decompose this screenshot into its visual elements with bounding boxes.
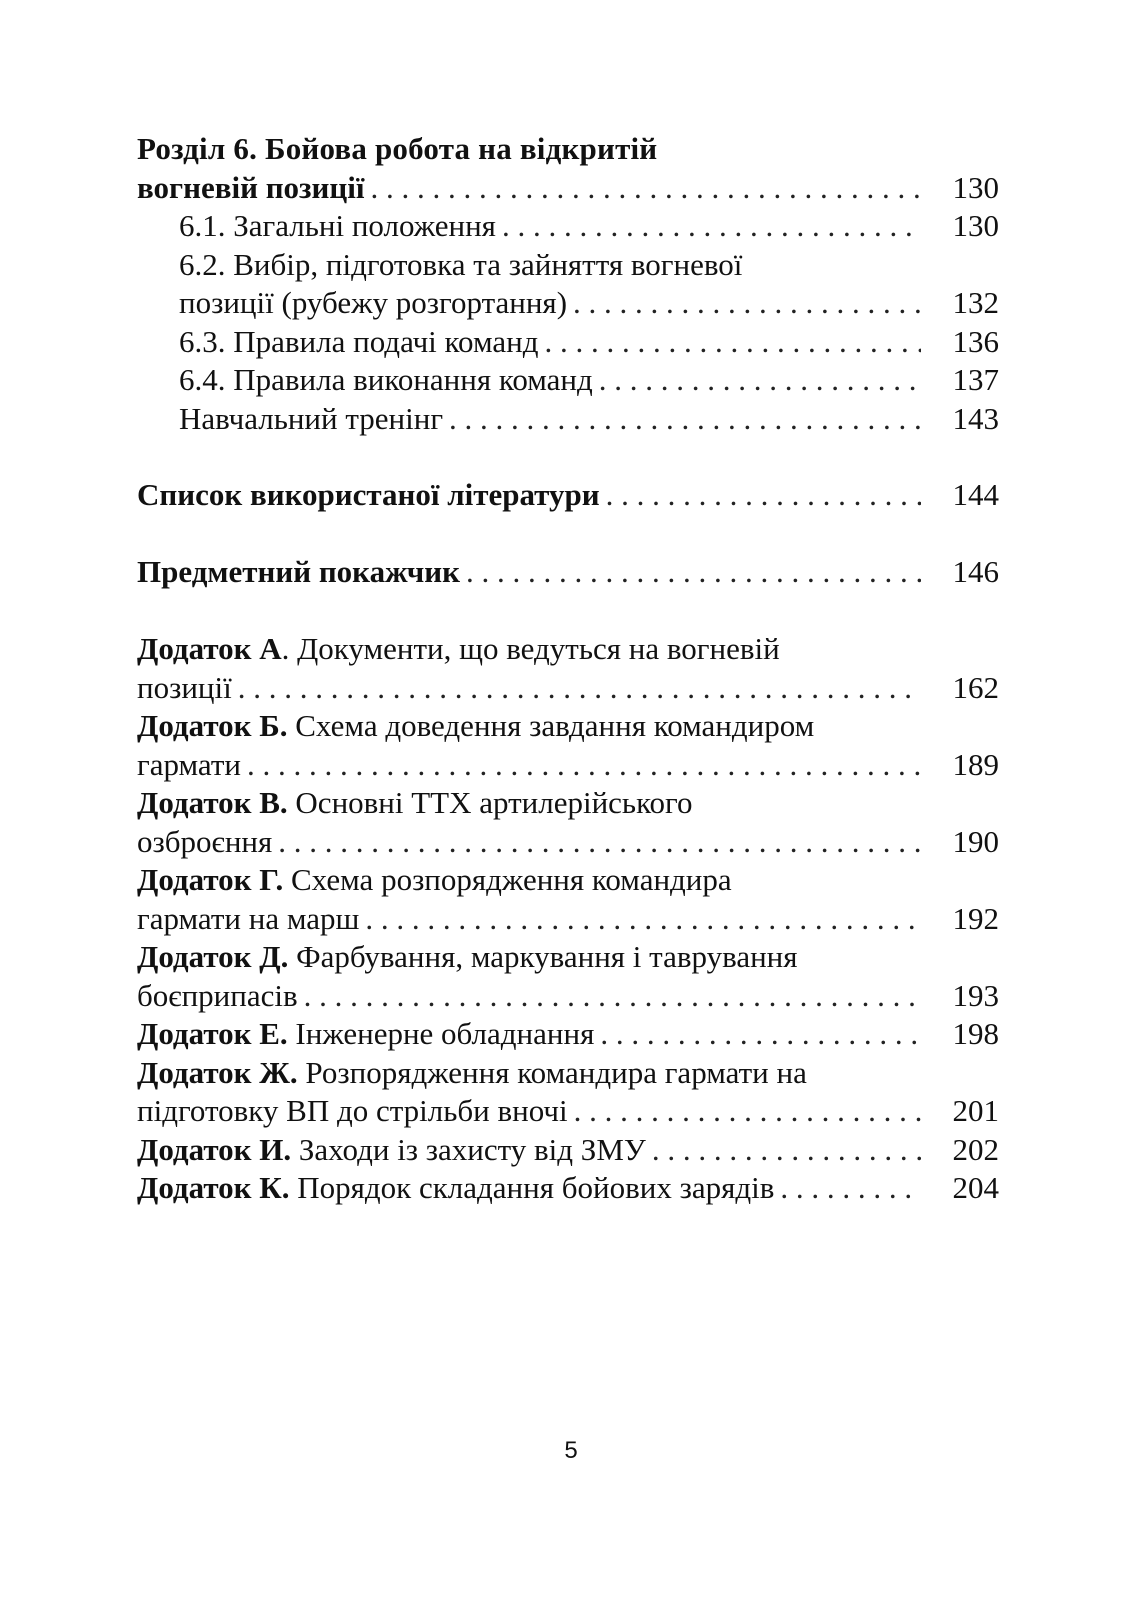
toc-entry-label: боєприпасів — [137, 977, 298, 1013]
toc-entry-6-1[interactable] — [137, 207, 999, 246]
toc-page-number: 143 — [952, 400, 999, 436]
toc-appendix-a[interactable] — [137, 669, 999, 708]
toc-page-number: 190 — [952, 823, 999, 859]
toc-page-number: 130 — [952, 208, 999, 243]
leader-dots — [460, 553, 921, 592]
toc-page-number: 193 — [952, 977, 999, 1013]
appendix-title: Порядок складання бойових зарядів — [289, 1170, 775, 1205]
toc-appendix-b[interactable] — [137, 746, 999, 785]
toc-entry-6-4[interactable] — [137, 361, 999, 400]
leader-dots — [567, 284, 921, 323]
toc-appendix-a-line1[interactable]: Додаток А. Документи, що ведуться на вогневій — [137, 631, 780, 666]
appendix-title: Документи, що ведуться на вогневій — [289, 631, 780, 666]
leader-dots — [364, 169, 921, 208]
toc-page-number: 189 — [952, 746, 999, 782]
leader-dots — [594, 1015, 921, 1054]
toc-appendix-d-line1[interactable] — [137, 938, 999, 977]
appendix-title: Заходи із захисту від ЗМУ — [291, 1131, 646, 1167]
toc-entry-label: 6.4. Правила виконання команд — [179, 362, 593, 397]
appendix-label: Додаток В. — [137, 785, 288, 820]
toc-page-number: 202 — [952, 1131, 999, 1167]
toc-entry-6-2-line1[interactable] — [137, 246, 999, 285]
leader-dots — [298, 977, 921, 1016]
leader-dots — [646, 1131, 921, 1170]
toc-entry-references[interactable] — [137, 476, 999, 515]
toc-page-number: 132 — [952, 285, 999, 320]
toc-appendix-v[interactable] — [137, 823, 999, 862]
toc-appendix-i[interactable] — [137, 1131, 999, 1170]
leader-dots — [568, 1092, 921, 1131]
toc-entry-index[interactable] — [137, 553, 999, 592]
leader-dots — [593, 361, 921, 400]
appendix-title: Фарбування, маркування і таврування — [288, 939, 798, 974]
appendix-label: Додаток Г. — [137, 862, 284, 897]
appendix-label: Додаток И. — [137, 1131, 292, 1167]
toc-entry-label: Предметний покажчик — [137, 553, 460, 589]
toc-appendix-b-line1[interactable] — [137, 707, 999, 746]
appendix-title: Схема розпорядження командира — [283, 862, 732, 897]
toc-entry-label: озброєння — [137, 823, 273, 859]
toc-entry-label: позиції — [137, 669, 232, 705]
toc-appendix-h-line1[interactable] — [137, 861, 999, 900]
toc-entry-label: 6.2. Вибір, підготовка та зайняття вогневої — [179, 246, 743, 282]
appendix-title: Схема доведення завдання командиром — [287, 708, 815, 743]
toc-entry-training[interactable] — [137, 400, 999, 439]
toc-entry-label: вогневій позиції — [137, 169, 365, 205]
appendix-label: Додаток А — [137, 631, 282, 666]
toc-entry-label: Список використаної літератури — [137, 477, 600, 512]
leader-dots — [774, 1169, 921, 1208]
toc-page-number: 198 — [952, 1016, 999, 1051]
leader-dots — [241, 746, 921, 785]
toc-appendix-v-line1[interactable] — [137, 784, 999, 823]
toc-page-number: 204 — [952, 1170, 999, 1205]
toc-page-number: 136 — [952, 323, 999, 359]
appendix-label: Додаток Д. — [137, 939, 289, 974]
toc-entry-6-3[interactable] — [137, 323, 999, 362]
toc-entry-chapter6[interactable] — [137, 169, 999, 208]
appendix-label: Додаток Е. — [137, 1016, 288, 1051]
toc-appendix-zh-line1[interactable] — [137, 1054, 999, 1093]
leader-dots — [496, 207, 921, 246]
toc-entry-label: 6.1. Загальні положення — [179, 208, 496, 243]
toc-entry-label: Навчальний тренінг — [179, 400, 444, 436]
leader-dots — [272, 823, 921, 862]
leader-dots — [232, 669, 921, 708]
appendix-title: Розпорядження командира гармати на — [297, 1054, 807, 1090]
table-of-contents — [137, 130, 999, 1208]
toc-entry-label: позиції (рубежу розгортання) — [179, 285, 568, 320]
toc-page-number: 137 — [952, 362, 999, 397]
appendix-title: Основні ТТХ артилерійського — [287, 785, 693, 820]
toc-page-number: 162 — [952, 669, 999, 705]
toc-entry-label: підготовку ВП до стрільби вночі — [137, 1093, 568, 1128]
leader-dots — [443, 400, 921, 439]
appendix-label: Додаток Ж. — [137, 1054, 298, 1090]
toc-page-number: 192 — [952, 900, 999, 936]
toc-appendix-h[interactable] — [137, 900, 999, 939]
toc-page-number: 130 — [952, 169, 999, 205]
toc-appendix-e[interactable] — [137, 1015, 999, 1054]
appendix-label: Додаток К. — [137, 1170, 290, 1205]
appendix-label: Додаток Б. — [137, 708, 288, 743]
toc-page-number: 201 — [952, 1093, 999, 1128]
toc-chapter-title-line1: Розділ 6. Бойова робота на відкритій — [137, 131, 658, 166]
toc-appendix-d[interactable] — [137, 977, 999, 1016]
leader-dots — [538, 323, 921, 362]
toc-appendix-zh[interactable] — [137, 1092, 999, 1131]
leader-dots — [600, 476, 921, 515]
toc-entry-label: гармати — [137, 746, 242, 782]
toc-entry-6-2[interactable] — [137, 284, 999, 323]
leader-dots — [359, 900, 921, 939]
toc-page-number: 144 — [952, 477, 999, 512]
toc-entry-label: гармати на марш — [137, 900, 360, 936]
appendix-title: Інженерне обладнання — [287, 1016, 595, 1051]
toc-entry-label: 6.3. Правила подачі команд — [179, 323, 539, 359]
toc-page-number: 146 — [952, 553, 999, 589]
page-number: 5 — [564, 1437, 578, 1464]
toc-appendix-k[interactable] — [137, 1169, 999, 1208]
